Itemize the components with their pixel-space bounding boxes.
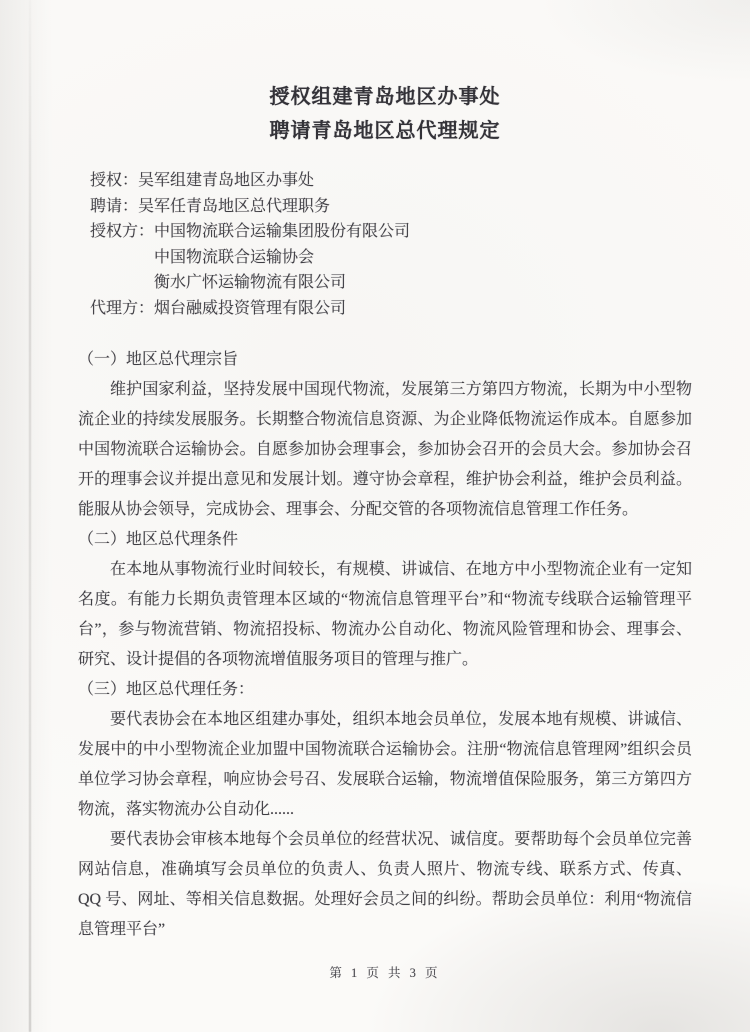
title-line-1: 授权组建青岛地区办事处: [269, 86, 501, 108]
meta-line-authorization: 授权：吴军组建青岛地区办事处: [90, 172, 315, 189]
meta-line-authorizer-3: 衡水广怀运输物流有限公司: [154, 274, 347, 291]
meta-line-authorizer-1: 授权方：中国物流联合运输集团股份有限公司: [90, 223, 411, 240]
meta-line-agent: 代理方：烟台融威投资管理有限公司: [90, 299, 347, 317]
scan-edge-shadow: [29, 0, 31, 1032]
page-number: 第 1 页 共 3 页: [329, 966, 441, 980]
document-body: [78, 345, 692, 945]
meta-line-appointment: 聘请：吴军任青岛地区总代理职务: [90, 197, 331, 215]
document-content: [78, 0, 692, 981]
section-1-heading: （一）地区总代理宗旨: [78, 351, 239, 368]
section-3-heading: （三）地区总代理任务：: [78, 681, 255, 698]
section-1-paragraph-1: 维护国家利益，坚持发展中国现代物流，发展第三方第四方物流，长期为中小型物流企业的持续发展服务。长期整合物流信息资源、为企业降低物流运作成本。自愿参加中国物流联合运输协会。自愿参加协会理事会，参加协会召开的会员大会。参加协会召开的理事会议并提出意见和发展计划。遵守协会章程，维护协会利益，维护会员利益。能服从协会领导，完成协会、理事会、分配交管的各项物流信息管理工作任务。: [78, 381, 692, 518]
title-line-2: 聘请青岛地区总代理规定: [269, 120, 501, 142]
section-3-paragraph-1: 要代表协会在本地区组建办事处，组织本地会员单位，发展本地有规模、讲诚信、发展中的中小型物流企业加盟中国物流联合运输协会。注册“物流信息管理网”组织会员单位学习协会章程，响应协会号召、发展联合运输，物流增值保险服务，第三方第四方物流，落实物流办公自动化......: [78, 711, 692, 818]
section-2-heading: （二）地区总代理条件: [78, 531, 239, 548]
section-2-paragraph-1: 在本地从事物流行业时间较长，有规模、讲诚信、在地方中小型物流企业有一定知名度。有能力长期负责管理本区域的“物流信息管理平台”和“物流专线联合运输管理平台”，参与物流营销、物流招投标、物流办公自动化、物流风险管理和协会、理事会、研究、设计提倡的各项物流增值服务项目的管理与推广。: [78, 561, 692, 668]
meta-line-authorizer-2: 中国物流联合运输协会: [154, 248, 315, 266]
section-3-paragraph-2: 要代表协会审核本地每个会员单位的经营状况、诚信度。要帮助每个会员单位完善网站信息，准确填写会员单位的负责人、负责人照片、物流专线、联系方式、传真、QQ 号、网址、等相关信息数据。处理好会员之间的纠纷。帮助会员单位：利用“物流信息管理平台”: [78, 831, 692, 938]
document-title: [78, 80, 692, 148]
meta-block: [78, 168, 692, 321]
